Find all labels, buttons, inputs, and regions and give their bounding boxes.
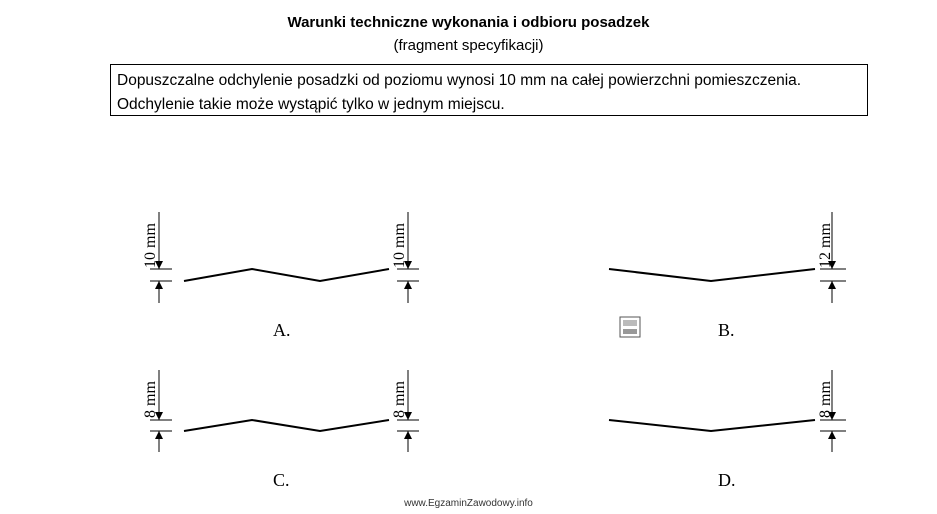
page-title: Warunki techniczne wykonania i odbioru posadzek [287, 14, 650, 31]
option-d-label: D. [718, 470, 736, 490]
dimension-c-left-label: 8 mm [142, 381, 159, 418]
option-d [609, 370, 846, 452]
option-c-label: C. [273, 470, 290, 490]
option-a [150, 212, 419, 303]
spec-line-1: Dopuszczalne odchylenie posadzki od poziomu wynosi 10 mm na całej powierzchni pomieszczenia. [117, 72, 802, 89]
option-c [150, 370, 419, 452]
watermark-logo-icon [620, 317, 640, 337]
dimension-a-right-label: 10 mm [391, 223, 408, 268]
dimension-a-left-label: 10 mm [142, 223, 159, 268]
spec-line-2: Odchylenie takie może wystąpić tylko w jednym miejscu. [117, 96, 505, 113]
floor-profile-b [609, 269, 815, 281]
page-subtitle: (fragment specyfikacji) [393, 37, 544, 54]
floor-profile-c [184, 420, 389, 431]
option-b-label: B. [718, 320, 735, 340]
watermark-text: www.EgzaminZawodowy.info [404, 498, 533, 509]
option-b [609, 212, 846, 303]
floor-profile-a [184, 269, 389, 281]
dimension-b-right-label: 12 mm [817, 223, 834, 268]
dimension-c-right-label: 8 mm [391, 381, 408, 418]
floor-profile-d [609, 420, 815, 431]
dimension-d-right-label: 8 mm [817, 381, 834, 418]
option-a-label: A. [273, 320, 291, 340]
